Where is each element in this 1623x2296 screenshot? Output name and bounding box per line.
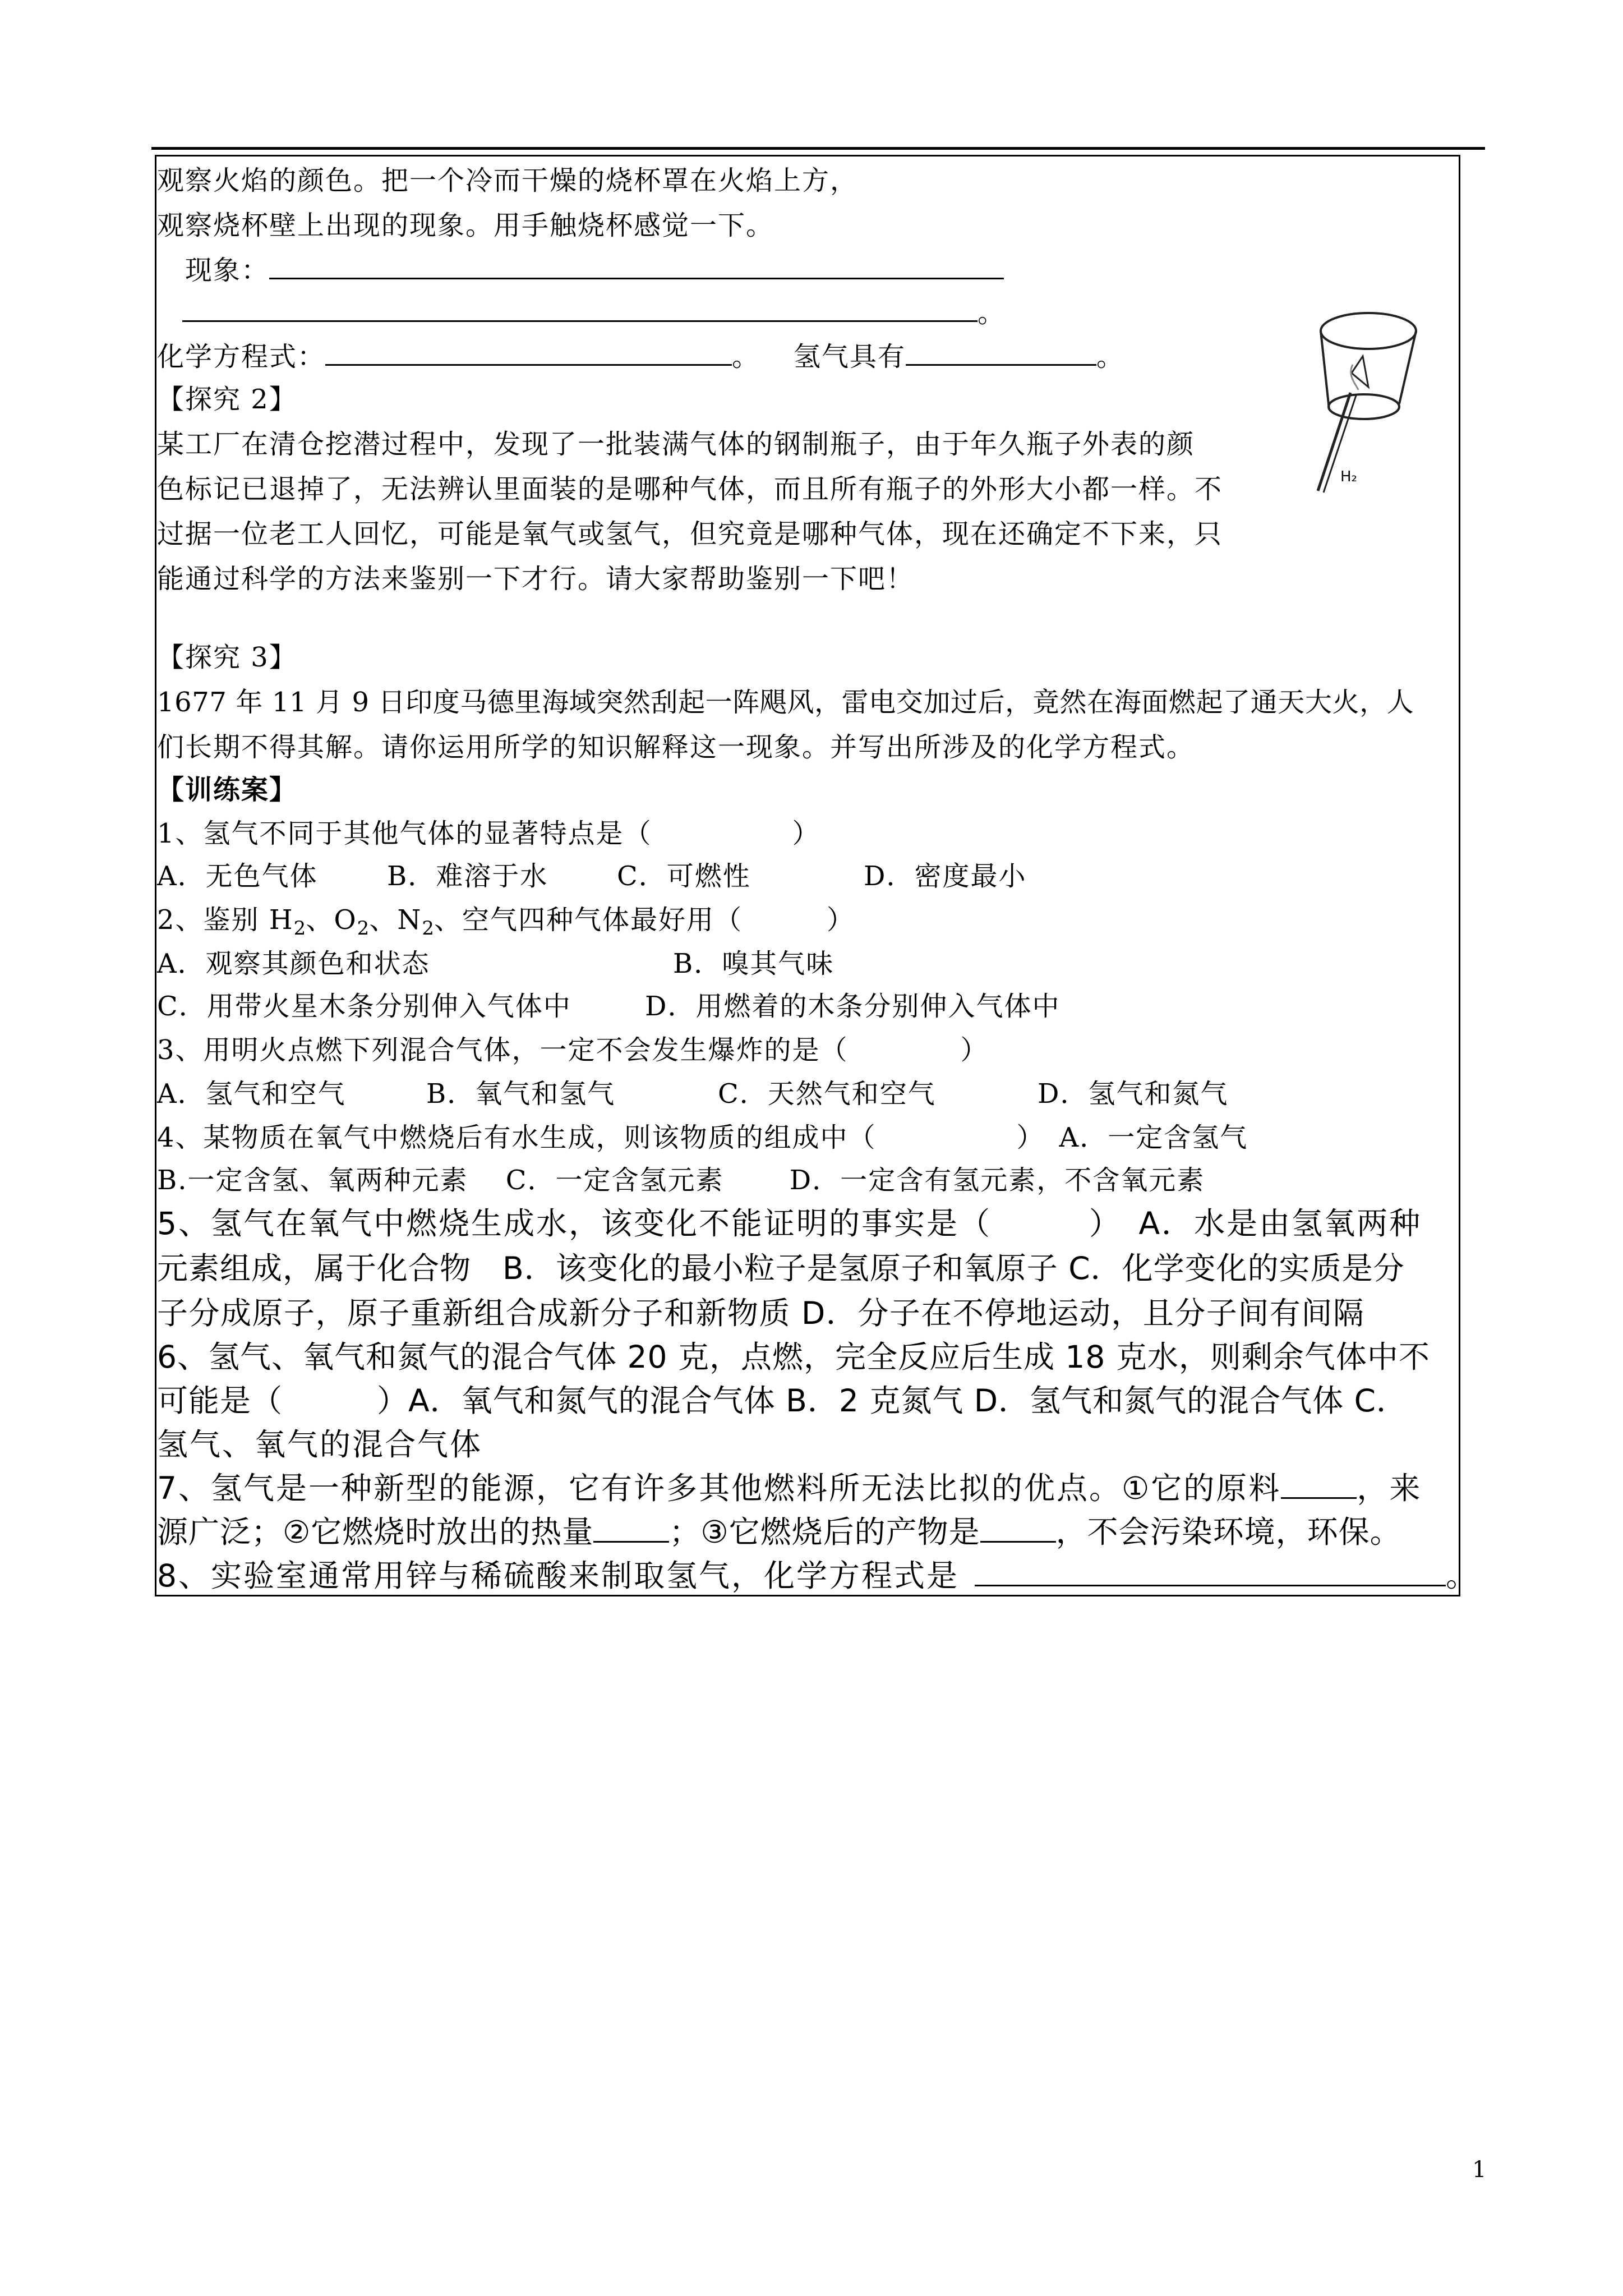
q1-option-a[interactable]: A．无色气体 xyxy=(157,861,318,892)
phenomenon-label: 现象： xyxy=(185,255,270,286)
question-5-line-1: 5、氢气在氧气中燃烧生成水，该变化不能证明的事实是（ ） A．水是由氢氧两种 xyxy=(157,1205,1422,1241)
q3-option-a[interactable]: A．氢气和空气 xyxy=(157,1078,346,1110)
q2-option-d[interactable]: D．用燃着的木条分别伸入气体中 xyxy=(645,991,1061,1022)
question-4-options: B.一定含氢、氧两种元素 C．一定含氢元素 D．一定含有氢元素，不含氧元素 xyxy=(157,1165,1205,1196)
explore3-line-2: 们长期不得其解。请你运用所学的知识解释这一现象。并写出所涉及的化学方程式。 xyxy=(157,731,1195,763)
question-7-line-2: 源广泛；②它燃烧时放出的热量 ；③它燃烧后的产物是 ，不会污染环境，环保。 xyxy=(157,1514,1401,1550)
question-2: 2、鉴别 $H_2$、$O_2$、$N_2$、空气四种气体最好用（ ） xyxy=(157,904,855,940)
q2-option-b[interactable]: B．嗅其气味 xyxy=(673,948,834,979)
explore2-line-4: 能通过科学的方法来鉴别一下才行。请大家帮助鉴别一下吧！ xyxy=(157,563,915,595)
explore2-line-2: 色标记已退掉了，无法辨认里面装的是哪种气体，而且所有瓶子的外形大小都一样。不 xyxy=(157,473,1223,505)
question-4: 4、某物质在氧气中燃烧后有水生成，则该物质的组成中（ ） A．一定含氢气 xyxy=(157,1122,1248,1153)
equation-blank[interactable] xyxy=(325,364,732,366)
q7-blank-heat[interactable] xyxy=(593,1540,669,1543)
question-7-line-1: 7、氢气是一种新型的能源，它有许多其他燃料所无法比拟的优点。①它的原料 ，来 xyxy=(157,1470,1422,1506)
phenomenon-row-2: 。 xyxy=(182,300,1006,326)
phenomenon-row xyxy=(185,257,1004,284)
q3-option-c[interactable]: C．天然气和空气 xyxy=(718,1078,936,1110)
intro-line-2: 观察烧杯壁上出现的现象。用手触烧杯感觉一下。 xyxy=(157,210,774,241)
phenomenon-blank-1[interactable] xyxy=(269,277,1004,279)
question-5-line-2: 元素组成，属于化合物 B．该变化的最小粒子是氢原子和氧原子 C．化学变化的实质是分 xyxy=(157,1250,1405,1286)
q7-blank-raw-material[interactable] xyxy=(1281,1497,1357,1499)
question-8: 8、实验室通常用锌与稀硫酸来制取氢气，化学方程式是 。 xyxy=(157,1558,1479,1594)
explore3-title: 【探究 3】 xyxy=(157,642,297,673)
q7-blank-product[interactable] xyxy=(980,1540,1056,1543)
explore2-line-3: 过据一位老工人回忆，可能是氧气或氢气，但究竟是哪种气体，现在还确定不下来，只 xyxy=(157,518,1223,550)
q3-option-b[interactable]: B．氧气和氢气 xyxy=(426,1078,616,1110)
beaker-flame-figure xyxy=(1284,303,1424,510)
question-1: 1、氢气不同于其他气体的显著特点是（ ） xyxy=(157,818,820,849)
explore2-title: 【探究 2】 xyxy=(157,384,297,415)
intro-line-1: 观察火焰的颜色。把一个冷而干燥的烧杯罩在火焰上方， xyxy=(157,165,859,196)
hydrogen-has-label: 氢气具有 xyxy=(794,341,906,372)
beaker-rim-icon xyxy=(1321,313,1416,349)
question-3: 3、用明火点燃下列混合气体，一定不会发生爆炸的是（ ） xyxy=(157,1034,989,1066)
explore2-line-1: 某工厂在清仓挖潜过程中，发现了一批装满气体的钢制瓶子，由于年久瓶子外表的颜 xyxy=(157,429,1195,460)
q2-option-c[interactable]: C．用带火星木条分别伸入气体中 xyxy=(157,991,571,1022)
equation-label: 化学方程式： xyxy=(157,341,326,372)
hydrogen-property-blank[interactable] xyxy=(906,364,1096,366)
q1-option-d[interactable]: D．密度最小 xyxy=(864,861,1027,892)
question-6-line-2: 可能是（ ）A．氧气和氮气的混合气体 B．2 克氮气 D．氢气和氮气的混合气体 C． xyxy=(157,1383,1408,1419)
page-number: 1 xyxy=(1472,2157,1487,2183)
phenomenon-blank-2[interactable] xyxy=(182,320,978,322)
training-title: 【训练案】 xyxy=(157,774,298,806)
q2-option-a[interactable]: A．观察其颜色和状态 xyxy=(157,948,430,979)
explore3-line-1: 1677 年 11 月 9 日印度马德里海域突然刮起一阵飓风，雷电交加过后，竟然在海面燃起了通天大火，人 xyxy=(157,687,1414,718)
q3-option-d[interactable]: D．氢气和氮气 xyxy=(1038,1078,1229,1110)
q8-equation-blank[interactable] xyxy=(975,1584,1446,1586)
question-6-line-1: 6、氢气、氧气和氮气的混合气体 20 克，点燃，完全反应后生成 18 克水，则剩余气体中不 xyxy=(157,1339,1430,1375)
question-5-line-3: 子分成原子，原子重新组合成新分子和新物质 D．分子在不停地运动，且分子间有间隔 xyxy=(157,1295,1365,1331)
q1-option-b[interactable]: B．难溶于水 xyxy=(387,861,548,892)
q1-option-c[interactable]: C．可燃性 xyxy=(617,861,751,892)
question-6-line-3: 氢气、氧气的混合气体 xyxy=(157,1427,483,1462)
figure-label: H₂ xyxy=(1340,468,1357,485)
equation-row: 化学方程式： 。 氢气具有 。 xyxy=(157,341,1125,372)
header-rule xyxy=(151,147,1485,150)
